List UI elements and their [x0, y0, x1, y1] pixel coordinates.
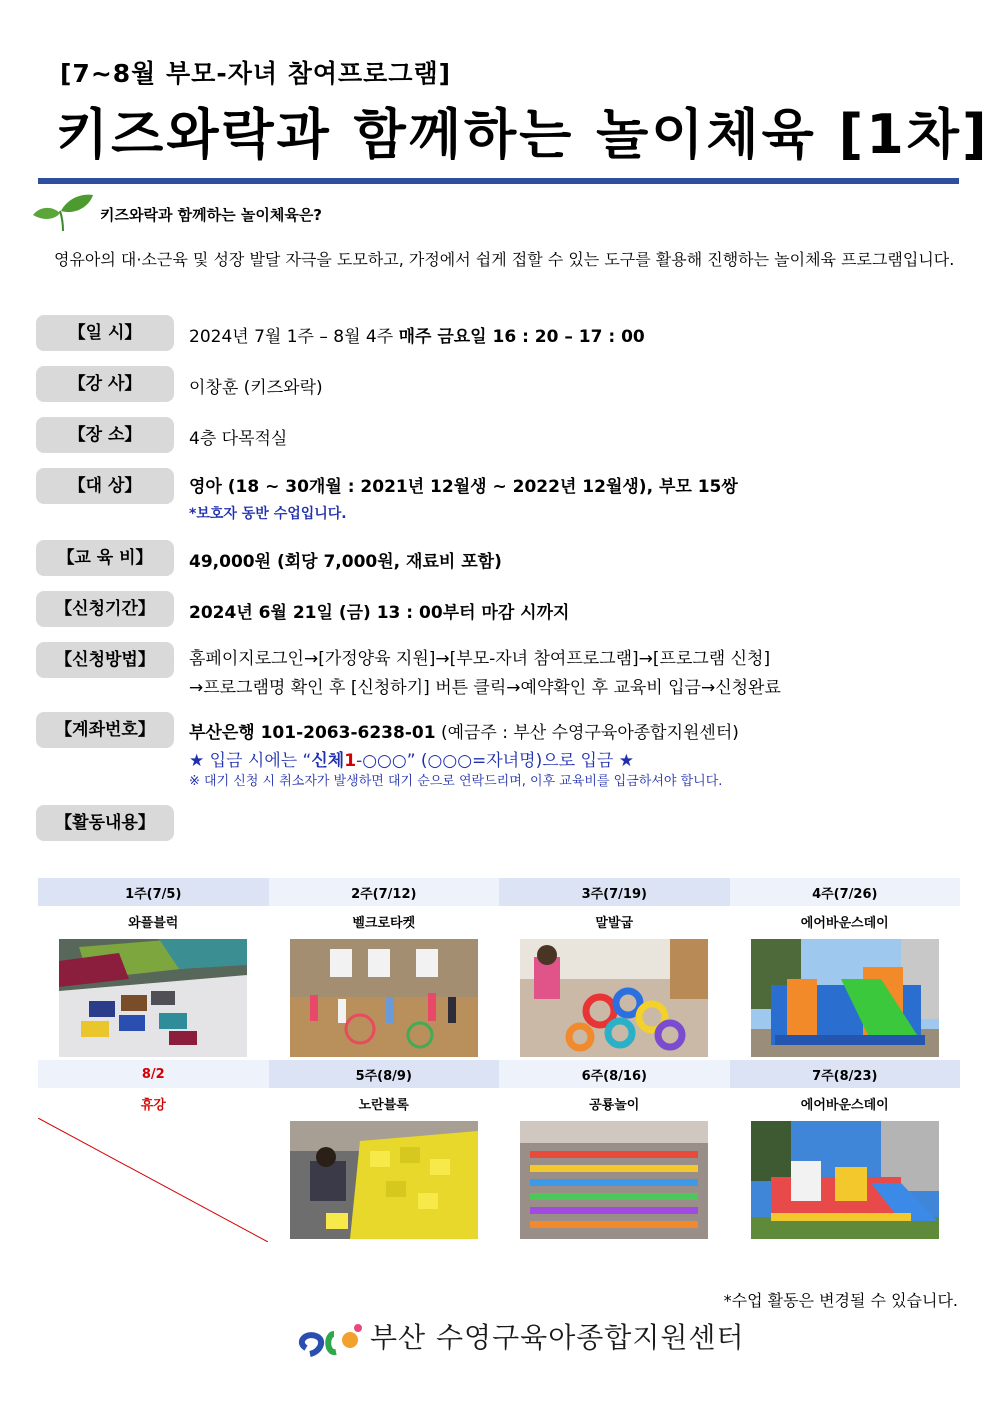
label-teacher: 【강 사】 — [36, 366, 174, 402]
label-fee: 【교 육 비】 — [36, 540, 174, 576]
content-target: 영아 (18 ~ 30개월 : 2021년 12월생 ~ 2022년 12월생), 부모 15쌍 — [189, 477, 738, 497]
deposit-post: -○○○” (○○○=자녀명)으로 입금 ★ — [356, 751, 634, 771]
label-period: 【신청기간】 — [36, 591, 174, 627]
activity-name: 에어바운스데이 — [800, 915, 889, 931]
photo-row — [38, 936, 960, 1060]
label-account: 【계좌번호】 — [36, 712, 174, 748]
yellow-block-photo — [290, 1121, 478, 1239]
target-note: *보호자 동반 수업입니다. — [189, 506, 347, 522]
label-activity: 【활동내용】 — [36, 805, 174, 841]
date-time: 매주 금요일 16 : 20 – 17 : 00 — [398, 327, 645, 347]
week-cell: 3주(7/19) — [499, 878, 730, 906]
week-cell: 6주(8/16) — [499, 1060, 730, 1088]
method-line1: 홈페이지로그인→[가정양육 지원]→[부모-자녀 참여프로그램]→[프로그램 신청] — [189, 649, 771, 669]
activity-name: 에어바운스데이 — [800, 1097, 889, 1113]
intro-body: 영유아의 대·소근육 및 성장 발달 자극을 도모하고, 가정에서 쉽게 접할 수 있는 도구를 활용해 진행하는 놀이체육 프로그램입니다. — [54, 250, 955, 269]
week-cell: 8/2 — [38, 1060, 269, 1088]
activity-name: 휴강 — [140, 1097, 166, 1113]
activity-name: 공룡놀이 — [589, 1097, 640, 1113]
waffle-block-photo — [59, 939, 247, 1057]
page-title: 키즈와락과 함께하는 놀이체육 [1차] — [56, 103, 990, 166]
deposit-pre: ★ 입금 시에는 “ — [189, 751, 312, 771]
activity-name-row — [38, 1088, 960, 1118]
program-subtitle: [7~8월 부모-자녀 참여프로그램] — [60, 59, 452, 88]
horseshoe-photo — [520, 939, 708, 1057]
label-place: 【장 소】 — [36, 417, 174, 453]
date-range: 2024년 7월 1주 – 8월 4주 — [189, 327, 399, 347]
change-notice: *수업 활동은 변경될 수 있습니다. — [723, 1291, 958, 1310]
label-target: 【대 상】 — [36, 468, 174, 504]
deposit-instruction — [189, 746, 634, 771]
week-cell: 5주(8/9) — [269, 1060, 500, 1088]
air-bounce-photo-1 — [751, 939, 939, 1057]
velcro-target-photo — [290, 939, 478, 1057]
sprout-icon — [33, 193, 93, 233]
week-cell: 2주(7/12) — [269, 878, 500, 906]
deposit-keyword: 신체 — [311, 751, 345, 771]
air-bounce-photo-2 — [751, 1121, 939, 1239]
method-line2: →프로그램명 확인 후 [신청하기] 버튼 클릭→예약확인 후 교육비 입금→신청완료 — [189, 678, 781, 698]
intro-heading: 키즈와락과 함께하는 놀이체육은? — [100, 206, 323, 224]
activity-name: 노란블록 — [358, 1097, 409, 1113]
title-divider — [38, 178, 959, 184]
week-cell: 1주(7/5) — [38, 878, 269, 906]
week-row — [38, 1060, 960, 1088]
content-date — [189, 322, 645, 347]
content-teacher: 이창훈 (키즈와락) — [189, 378, 323, 398]
activity-name: 말발굽 — [595, 915, 634, 931]
center-name: 부산 수영구육아종합지원센터 — [370, 1321, 745, 1354]
account-holder: (예금주 : 부산 수영구육아종합지원센터) — [435, 723, 739, 743]
content-fee: 49,000원 (회당 7,000원, 재료비 포함) — [189, 552, 502, 572]
week-cell: 7주(8/23) — [730, 1060, 961, 1088]
content-period: 2024년 6월 21일 (금) 13 : 00부터 마감 시까지 — [189, 603, 570, 623]
activity-name: 와플블럭 — [128, 915, 179, 931]
label-method: 【신청방법】 — [36, 642, 174, 678]
week-row — [38, 878, 960, 906]
activity-name: 벨크로타켓 — [352, 915, 416, 931]
deposit-number: 1 — [344, 751, 357, 771]
account-number: 부산은행 101-2063-6238-01 — [189, 723, 436, 743]
waitlist-note: ※ 대기 신청 시 취소자가 발생하면 대기 순으로 연락드리며, 이후 교육비를 입금하셔야 합니다. — [189, 774, 723, 789]
schedule-table — [38, 878, 960, 1246]
label-date: 【일 시】 — [36, 315, 174, 351]
content-place: 4층 다목적실 — [189, 429, 288, 449]
activity-name-row — [38, 906, 960, 936]
cancelled-slash — [38, 1118, 268, 1242]
dinosaur-play-photo — [520, 1121, 708, 1239]
week-cell: 4주(7/26) — [730, 878, 961, 906]
content-account — [189, 718, 739, 743]
photo-row — [38, 1118, 960, 1246]
